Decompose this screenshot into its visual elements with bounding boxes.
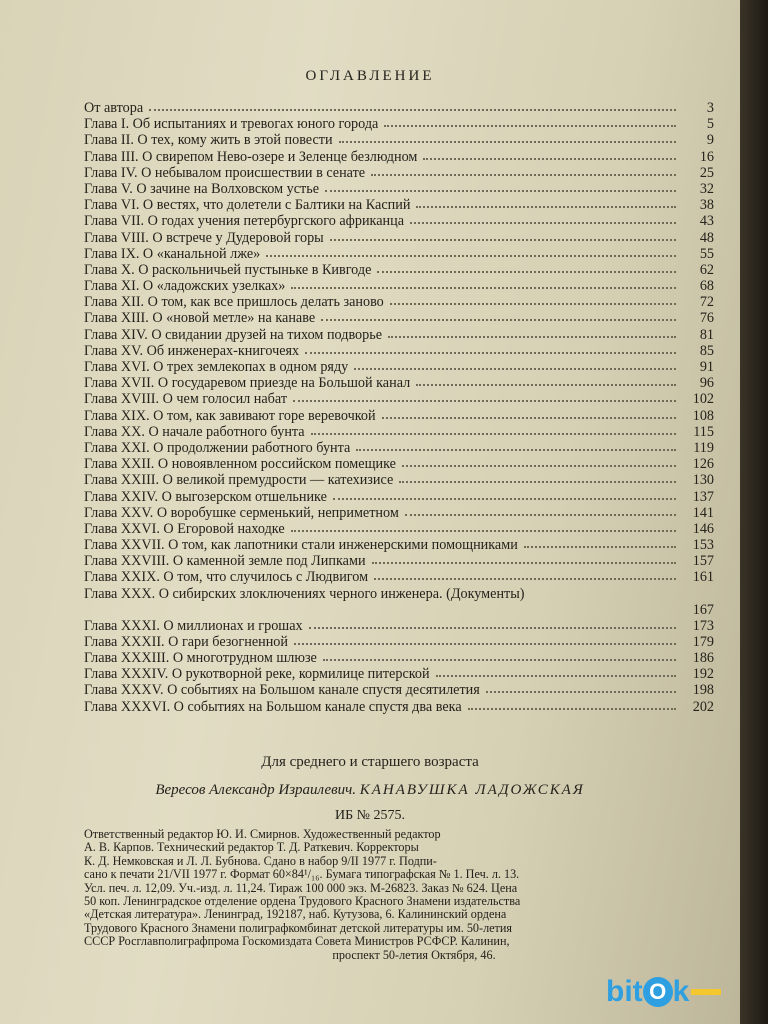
toc-entry: [84, 246, 714, 262]
toc-entry: [84, 310, 714, 326]
toc-entry-title: Глава XVII. О государевом приезде на Большой канал: [84, 375, 411, 392]
toc-leader-dots: [382, 417, 676, 419]
toc-entry: [84, 278, 714, 294]
toc-entry-title: Глава XVI. О трех землекопах в одном ряду: [84, 359, 349, 375]
toc-leader-dots: [354, 368, 676, 370]
imprint-line: «Детская литература». Ленинград, 192187, наб. Кутузова, 6. Калининский ордена: [84, 907, 507, 922]
toc-entry-page: 68: [699, 278, 714, 295]
toc-leader-dots: [356, 449, 676, 451]
toc-entry-title: Глава XIX. О том, как завивают горе веревочкой: [84, 407, 376, 424]
toc-entry-page: 202: [692, 698, 714, 715]
imprint-line: А. В. Карпов. Технический редактор Т. Д. Раткевич. Корректоры: [84, 840, 419, 855]
author-name: Вересов Александр Израилевич.: [155, 782, 357, 798]
toc-entry-title: Глава XV. Об инженерах-книгочеях: [84, 342, 300, 359]
imprint-line: сано к печати 21/VII 1977 г. Формат 60×84¹/₁₆. Бумага типографская № 1. Печ. л. 13.: [84, 867, 520, 882]
toc-entry: [84, 537, 714, 553]
toc-leader-dots: [330, 239, 676, 241]
toc-entry: [84, 100, 714, 116]
toc-entry: [84, 489, 714, 505]
toc-leader-dots: [390, 303, 676, 305]
toc-entry-page: 146: [692, 520, 714, 537]
book-title: КАНАВУШКА ЛАДОЖСКАЯ: [359, 782, 585, 798]
toc-entry: [84, 391, 714, 407]
toc-leader-dots: [405, 514, 676, 516]
toc-entry-title: Глава II. О тех, кому жить в этой повести: [84, 132, 333, 149]
toc-entry-title: Глава XI. О «ладожских узелках»: [84, 278, 286, 295]
author-title-line: [0, 782, 740, 799]
toc-entry-title: Глава XXXI. О миллионах и грошах: [84, 617, 303, 634]
toc-entry: [84, 116, 714, 132]
toc-leader-dots: [291, 530, 676, 532]
toc-entry-page: 167: [692, 601, 714, 618]
imprint-line: 50 коп. Ленинградское отделение ордена Трудового Красного Знамени издательства: [84, 894, 521, 909]
toc-entry-page: 38: [699, 197, 714, 214]
toc-leader-dots: [384, 125, 676, 127]
toc-leader-dots: [323, 659, 676, 661]
toc-leader-dots: [149, 109, 676, 111]
imprint-line: К. Д. Немковская и Л. Л. Бубнова. Сдано в набор 9/II 1977 г. Подпи-: [84, 853, 437, 868]
toc-entry-title: Глава VII. О годах учения петербургского африканца: [84, 213, 405, 230]
toc-entry-page: 161: [692, 569, 714, 586]
toc-entry-title: Глава XXVI. О Егоровой находке: [84, 520, 285, 537]
toc-entry-page: 198: [692, 682, 714, 699]
toc-entry-page: 81: [699, 326, 714, 343]
imprint-line: Трудового Красного Знамени полиграфкомбинат детской литературы им. 50-летия: [84, 920, 513, 935]
toc-entry-title: Глава VI. О вестях, что долетели с Балтики на Каспий: [84, 197, 411, 214]
toc-leader-dots: [293, 400, 676, 402]
toc-leader-dots: [372, 562, 676, 564]
toc-entry: [84, 197, 714, 213]
toc-entry: [84, 666, 714, 682]
toc-entry: [84, 456, 714, 472]
imprint-line: Усл. печ. л. 12,09. Уч.-изд. л. 11,24. Тираж 100 000 экз. М-26823. Заказ № 624. Цена: [84, 880, 518, 895]
toc-leader-dots: [294, 643, 676, 645]
toc-entry-title: Глава XVIII. О чем голосил набат: [84, 391, 288, 408]
toc-entry: [84, 181, 714, 197]
toc-entry: [84, 521, 714, 537]
toc-entry: [84, 634, 714, 650]
toc-leader-dots: [325, 190, 676, 192]
toc-leader-dots: [410, 222, 676, 224]
toc-entry-page: 115: [693, 423, 714, 440]
toc-entry-title: Глава XXIII. О великой премудрости — катехизисе: [84, 472, 394, 489]
toc-entry: [84, 650, 714, 666]
watermark-decoration: [691, 989, 721, 995]
toc-leader-dots: [468, 708, 676, 710]
toc-leader-dots: [291, 287, 676, 289]
toc-entry-title: Глава XXIV. О выгозерском отшельнике: [84, 488, 327, 505]
toc-entry-title: Глава XII. О том, как все пришлось делать заново: [84, 294, 384, 311]
toc-entry: [84, 553, 714, 569]
toc-entry: [84, 132, 714, 148]
toc-entry-title: Глава XXI. О продолжении работного бунта: [84, 439, 351, 456]
toc-leader-dots: [436, 675, 676, 677]
page-edge-shadow: [740, 0, 768, 1024]
toc-entry-title: Глава XXXIII. О многотрудном шлюзе: [84, 650, 317, 666]
imprint-line: Ответственный редактор Ю. И. Смирнов. Художественный редактор: [84, 827, 441, 841]
toc-leader-dots: [311, 433, 676, 435]
toc-entry-title: Глава IV. О небывалом происшествии в сенате: [84, 164, 366, 181]
toc-entry-title: Глава IX. О «канальной лже»: [84, 245, 261, 262]
toc-entry-title: Глава XXX. О сибирских злоключениях черного инженера. (Документы): [84, 585, 525, 602]
toc-entry: [84, 213, 714, 229]
toc-entry-page: 173: [692, 617, 714, 634]
toc-entry: [84, 569, 714, 585]
toc-entry: [84, 586, 714, 618]
toc-entry-title: Глава V. О зачине на Волховском устье: [84, 180, 319, 197]
toc-entry: [84, 165, 714, 181]
toc-leader-dots: [423, 158, 676, 160]
toc-entry: [84, 440, 714, 456]
toc-entry-title: Глава XXVII. О том, как лапотники стали инженерскими помощниками: [84, 537, 518, 554]
toc-leader-dots: [377, 271, 676, 273]
toc-leader-dots: [266, 255, 676, 257]
toc-entry-page: 192: [692, 666, 714, 683]
toc-entry-page: 9: [706, 132, 714, 149]
toc-entry-title: Глава XIII. О «новой метле» на канаве: [84, 310, 316, 327]
toc-entry-title: Глава XXVIII. О каменной земле под Липками: [84, 553, 366, 570]
toc-entry-page: 153: [692, 537, 714, 554]
toc-entry: [84, 618, 714, 634]
toc-entry-title: Глава XXV. О воробушке серменький, неприметном: [84, 504, 399, 521]
toc-entry: [84, 408, 714, 424]
toc-entry: [84, 262, 714, 278]
toc-entry-title: Глава X. О раскольничьей пустыньке в Кивгоде: [84, 261, 372, 278]
imprint-line: проспект 50-летия Октября, 46.: [332, 947, 496, 962]
toc-entry: [84, 327, 714, 343]
toc-entry-page: 5: [706, 116, 714, 133]
toc-entry: [84, 375, 714, 391]
toc-entry-page: 16: [699, 148, 714, 165]
toc-entry: [84, 472, 714, 488]
toc-entry-page: 43: [699, 213, 714, 230]
ib-number: ИБ № 2575.: [334, 808, 405, 823]
toc-entry-page: 48: [699, 229, 714, 246]
toc-entry: [84, 505, 714, 521]
toc-entry: [84, 699, 714, 715]
toc-leader-dots: [402, 465, 676, 467]
imprint-block: [84, 828, 740, 962]
toc-entry-page: 108: [692, 407, 714, 424]
toc-entry-title: Глава XIV. О свидании друзей на тихом подворье: [84, 326, 383, 343]
toc-entry-page: 186: [692, 650, 714, 666]
toc-entry-page: 62: [699, 261, 714, 278]
toc-leader-dots: [388, 336, 676, 338]
toc-leader-dots: [374, 578, 676, 580]
toc-entry-page: 3: [706, 100, 714, 116]
toc-leader-dots: [333, 498, 676, 500]
toc-entry: [84, 149, 714, 165]
toc-entry: [84, 294, 714, 310]
toc-entry: [84, 230, 714, 246]
toc-entry-page: 85: [699, 342, 714, 359]
toc-leader-dots: [305, 352, 676, 354]
table-of-contents: [84, 100, 714, 715]
toc-entry-title: Глава III. О свирепом Нево-озере и Зеленце безлюдном: [84, 148, 418, 165]
watermark-logo: bit O k: [606, 975, 756, 1015]
toc-entry-title: Глава XXXV. О событиях на Большом канале спустя десятилетия: [84, 682, 480, 699]
toc-entry-title: Глава I. Об испытаниях и тревогах юного города: [84, 116, 379, 133]
toc-leader-dots: [399, 481, 676, 483]
toc-entry-title: Глава XXXIV. О рукотворной реке, кормилице питерской: [84, 666, 430, 683]
toc-entry-page: 96: [699, 375, 714, 392]
toc-entry: [84, 359, 714, 375]
toc-entry-page: 141: [692, 504, 714, 521]
toc-leader-dots: [416, 384, 676, 386]
toc-entry-page: 72: [699, 294, 714, 311]
toc-leader-dots: [371, 174, 676, 176]
toc-heading: ОГЛАВЛЕНИЕ: [305, 68, 435, 84]
toc-entry-page: 91: [699, 359, 714, 375]
toc-entry: [84, 424, 714, 440]
toc-leader-dots: [416, 206, 676, 208]
imprint-line: СССР Росглавполиграфпрома Госкомиздата Совета Министров РСФСР. Калинин,: [84, 934, 510, 949]
toc-entry: [84, 343, 714, 359]
toc-entry-title: Глава XXXVI. О событиях на Большом канале спустя два века: [84, 698, 462, 715]
toc-entry-page: 55: [699, 245, 714, 262]
audience-note: Для среднего и старшего возраста: [261, 754, 479, 770]
toc-entry-page: 32: [699, 180, 714, 197]
toc-entry-page: 119: [693, 439, 714, 456]
toc-entry-title: Глава XXXII. О гари безогненной: [84, 633, 288, 650]
toc-leader-dots: [486, 691, 676, 693]
toc-entry-page: 76: [699, 310, 714, 327]
toc-entry-page: 102: [692, 391, 714, 408]
toc-entry-title: От автора: [84, 100, 144, 116]
toc-leader-dots: [309, 627, 676, 629]
watermark-badge: O: [643, 977, 673, 1007]
toc-leader-dots: [339, 141, 676, 143]
toc-entry-page: 157: [692, 553, 714, 570]
toc-entry-title: Глава XXIX. О том, что случилось с Людвигом: [84, 569, 369, 586]
toc-entry-page: 130: [692, 472, 714, 489]
toc-entry-page: 137: [692, 488, 714, 505]
toc-entry-title: Глава XX. О начале работного бунта: [84, 423, 305, 440]
toc-leader-dots: [524, 546, 676, 548]
toc-entry-page: 126: [692, 456, 714, 473]
toc-entry-title: Глава XXII. О новоявленном российском помещике: [84, 456, 396, 473]
toc-leader-dots: [321, 319, 676, 321]
toc-entry-page: 25: [699, 164, 714, 181]
toc-entry: [84, 682, 714, 698]
toc-entry-title: Глава VIII. О встрече у Дудеровой горы: [84, 229, 324, 246]
toc-entry-page: 179: [692, 633, 714, 650]
